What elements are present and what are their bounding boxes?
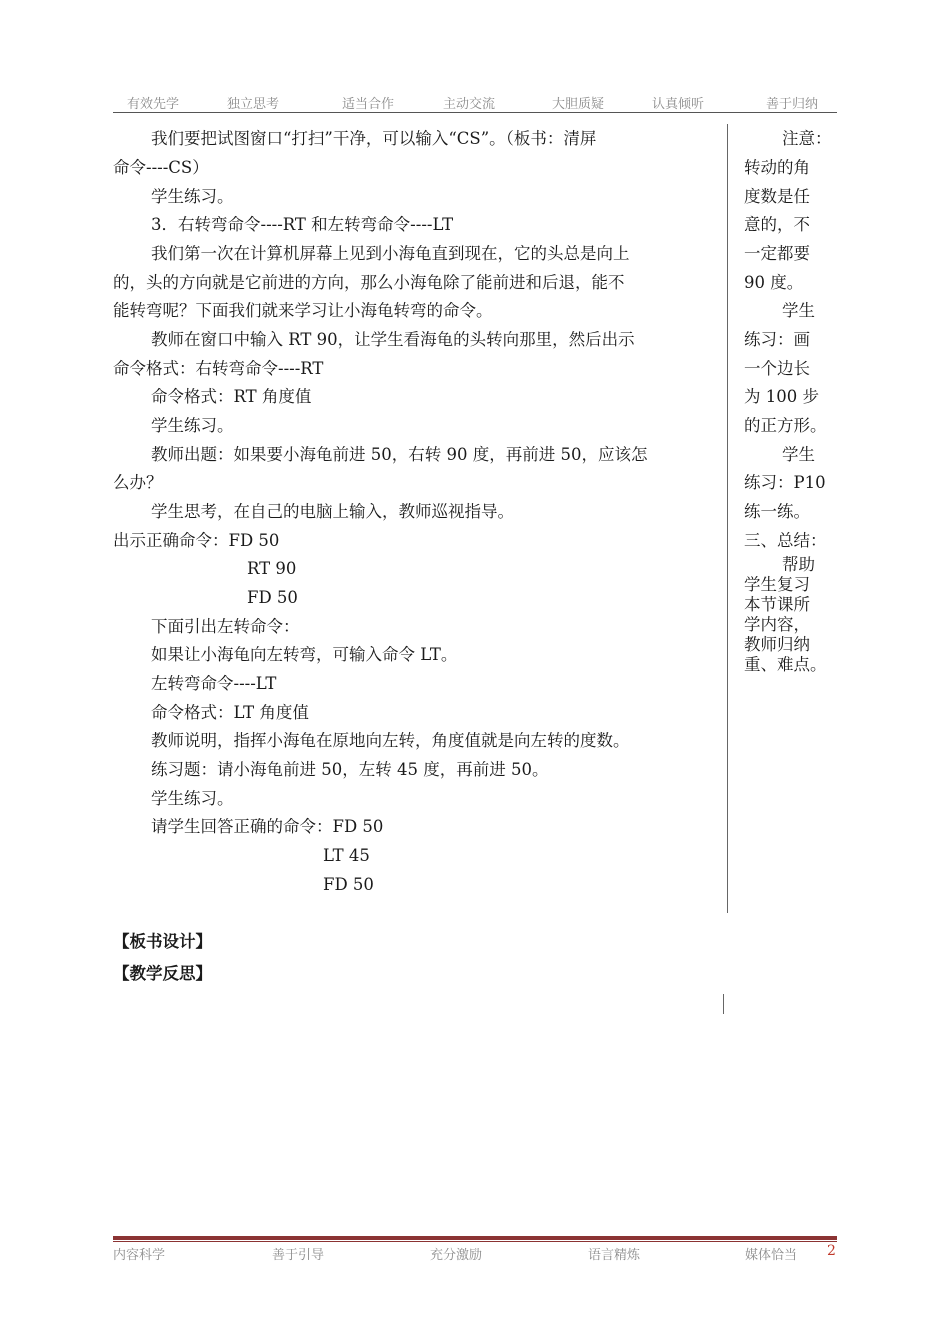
note-line: 练习：画 <box>744 330 810 349</box>
command-line: 请学生回答正确的命令：FD 50 <box>151 817 384 836</box>
board-design-heading: 【板书设计】 <box>113 932 212 951</box>
note-line: 学生 <box>782 445 815 464</box>
paragraph-line: 命令----CS） <box>113 158 209 177</box>
column-divider <box>727 124 728 913</box>
footer-rule <box>113 1236 837 1240</box>
note-heading: 三、总结： <box>744 531 827 550</box>
paragraph-line: 我们要把试图窗口“打扫”干净，可以输入“CS”。（板书：清屏 <box>151 129 597 148</box>
paragraph-line: 我们第一次在计算机屏幕上见到小海龟直到现在，它的头总是向上 <box>151 244 630 263</box>
paragraph-line: 练习题：请小海龟前进 50，左转 45 度，再前进 50。 <box>151 760 549 779</box>
note-line: 重、难点。 <box>744 655 827 674</box>
paragraph-line: 教师在窗口中输入 RT 90，让学生看海龟的头转向那里，然后出示 <box>151 330 635 349</box>
paragraph-line: 命令格式：LT 角度值 <box>151 703 309 722</box>
header-item: 认真倾听 <box>652 97 705 112</box>
paragraph-line: 命令格式：RT 角度值 <box>151 387 312 406</box>
note-line: 练习：P10 <box>744 473 826 492</box>
command-line: LT 45 <box>323 846 370 865</box>
note-line: 一个边长 <box>744 359 810 378</box>
paragraph-line: 学生练习。 <box>151 789 234 808</box>
header-item: 大胆质疑 <box>552 97 605 112</box>
column-divider-short <box>723 994 724 1014</box>
paragraph-line: 下面引出左转命令： <box>151 617 300 636</box>
footer-item: 内容科学 <box>113 1248 166 1263</box>
command-line: FD 50 <box>247 588 298 607</box>
paragraph-line: 命令格式：右转弯命令----RT <box>113 359 324 378</box>
footer-item: 媒体恰当 <box>745 1248 798 1263</box>
note-line: 帮助 <box>782 555 815 574</box>
note-line: 学内容， <box>744 615 810 634</box>
note-line: 的正方形。 <box>744 416 827 435</box>
paragraph-line: 教师出题：如果要小海龟前进 50，右转 90 度，再前进 50，应该怎 <box>151 445 648 464</box>
paragraph-line: 学生思考，在自己的电脑上输入，教师巡视指导。 <box>151 502 514 521</box>
header-item: 独立思考 <box>227 97 280 112</box>
note-line: 转动的角 <box>744 158 810 177</box>
header-item: 适当合作 <box>342 97 395 112</box>
note-line: 学生 <box>782 301 815 320</box>
header-item: 主动交流 <box>443 97 496 112</box>
note-line: 一定都要 <box>744 244 810 263</box>
header-item: 善于归纳 <box>766 97 819 112</box>
page-number: 2 <box>827 1243 836 1259</box>
note-line: 意的，不 <box>744 215 810 234</box>
paragraph-line: 教师说明，指挥小海龟在原地向左转，角度值就是向左转的度数。 <box>151 731 630 750</box>
paragraph-line: 的，头的方向就是它前进的方向，那么小海龟除了能前进和后退，能不 <box>113 273 625 292</box>
paragraph-line: 左转弯命令----LT <box>151 674 277 693</box>
paragraph-line: 么办？ <box>113 473 163 492</box>
page-header <box>113 90 837 113</box>
footer-item: 善于引导 <box>272 1248 325 1263</box>
note-line: 度数是任 <box>744 187 810 206</box>
paragraph-line: 学生练习。 <box>151 416 234 435</box>
command-line: 出示正确命令：FD 50 <box>113 531 280 550</box>
note-line: 练一练。 <box>744 502 810 521</box>
command-line: RT 90 <box>247 559 297 578</box>
section-heading: 3．右转弯命令----RT 和左转弯命令----LT <box>151 215 454 234</box>
note-line: 教师归纳 <box>744 635 810 654</box>
paragraph-line: 能转弯呢？下面我们就来学习让小海龟转弯的命令。 <box>113 301 493 320</box>
command-line: FD 50 <box>323 875 374 894</box>
note-line: 本节课所 <box>744 595 810 614</box>
paragraph-line: 学生练习。 <box>151 187 234 206</box>
note-line: 为 100 步 <box>744 387 819 406</box>
footer-item: 充分激励 <box>430 1248 483 1263</box>
footer-rule-thin <box>113 1241 837 1242</box>
footer-item: 语言精炼 <box>588 1248 641 1263</box>
note-line: 注意： <box>782 129 832 148</box>
header-item: 有效先学 <box>127 97 180 112</box>
note-line: 学生复习 <box>744 575 810 594</box>
paragraph-line: 如果让小海龟向左转弯，可输入命令 LT。 <box>151 645 458 664</box>
note-line: 90 度。 <box>744 273 804 292</box>
reflection-heading: 【教学反思】 <box>113 964 212 983</box>
